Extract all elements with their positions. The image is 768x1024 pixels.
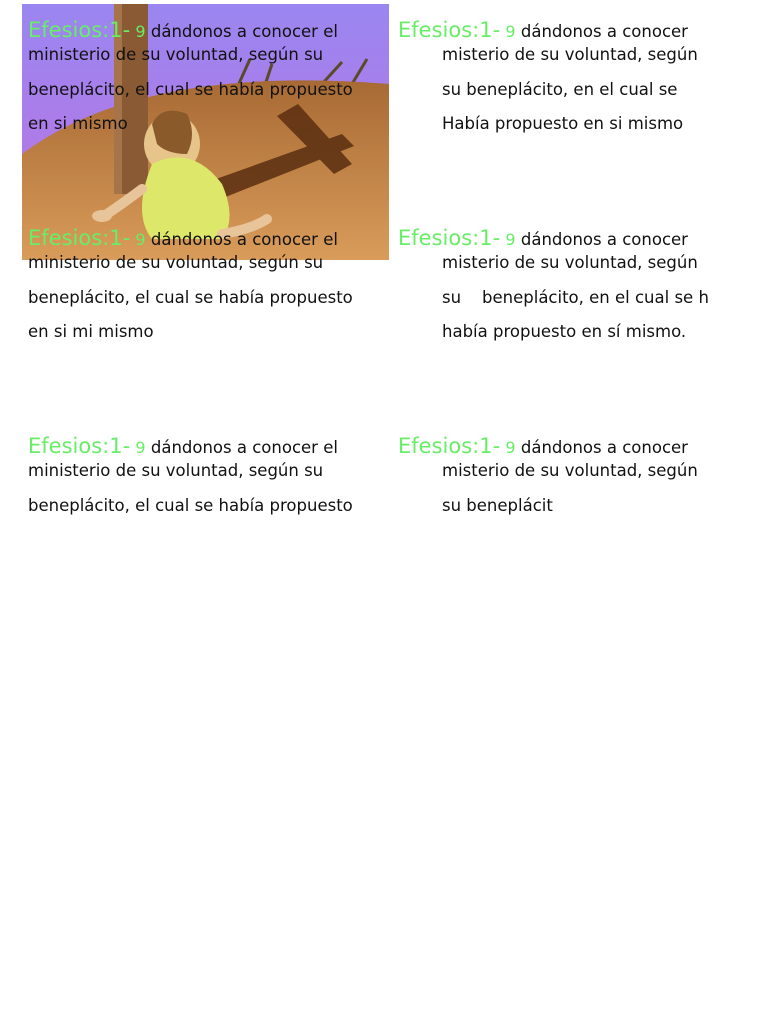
verse-text-line: su beneplácit — [442, 496, 553, 515]
verse-text-line: beneplácito, el cual se había propuesto — [28, 80, 353, 99]
verse-number: 9 — [505, 438, 516, 457]
verse-reference: Efesios:1- — [28, 434, 131, 458]
verse-block — [28, 225, 393, 349]
verse-number: 9 — [135, 230, 146, 249]
verse-reference: Efesios:1- — [398, 226, 501, 250]
verse-text-line: ministerio de su voluntad, según su — [28, 45, 324, 64]
verse-text-line: dándonos a conocer el — [150, 438, 338, 457]
verse-text-line: misterio de su voluntad, según — [442, 253, 698, 272]
verse-text-line: había propuesto en sí mismo. — [442, 322, 687, 341]
verse-text-line: dándonos a conocer el — [150, 22, 338, 41]
verse-text-line: ministerio de su voluntad, según su — [28, 253, 324, 272]
verse-reference: Efesios:1- — [28, 226, 131, 250]
verse-text-line: dándonos a conocer — [520, 22, 688, 41]
verse-text-line: beneplácito, el cual se había propuesto — [28, 496, 353, 515]
verse-text-line: dándonos a conocer — [520, 230, 688, 249]
verse-reference: Efesios:1- — [398, 434, 501, 458]
verse-number: 9 — [135, 438, 146, 457]
verse-number: 9 — [135, 22, 146, 41]
verse-reference: Efesios:1- — [398, 18, 501, 42]
verse-block — [398, 225, 763, 349]
verse-text-line: su beneplácito, en el cual se h — [442, 288, 709, 307]
verse-text-line: en si mi mismo — [28, 322, 154, 341]
verse-block — [398, 17, 763, 141]
verse-block — [28, 17, 393, 141]
verse-text-line: dándonos a conocer el — [150, 230, 338, 249]
verse-number: 9 — [505, 22, 516, 41]
verse-text-line: ministerio de su voluntad, según su — [28, 461, 324, 480]
verse-text-line: dándonos a conocer — [520, 438, 688, 457]
verse-reference: Efesios:1- — [28, 18, 131, 42]
verse-text-line: misterio de su voluntad, según — [442, 45, 698, 64]
verse-text-line: su beneplácito, en el cual se — [442, 80, 678, 99]
verse-text-line: en si mismo — [28, 114, 128, 133]
verse-text-line: beneplácito, el cual se había propuesto — [28, 288, 353, 307]
verse-number: 9 — [505, 230, 516, 249]
verse-block — [398, 433, 763, 523]
verse-block — [28, 433, 393, 523]
verse-text-line: Había propuesto en si mismo — [442, 114, 684, 133]
verse-text-line: misterio de su voluntad, según — [442, 461, 698, 480]
